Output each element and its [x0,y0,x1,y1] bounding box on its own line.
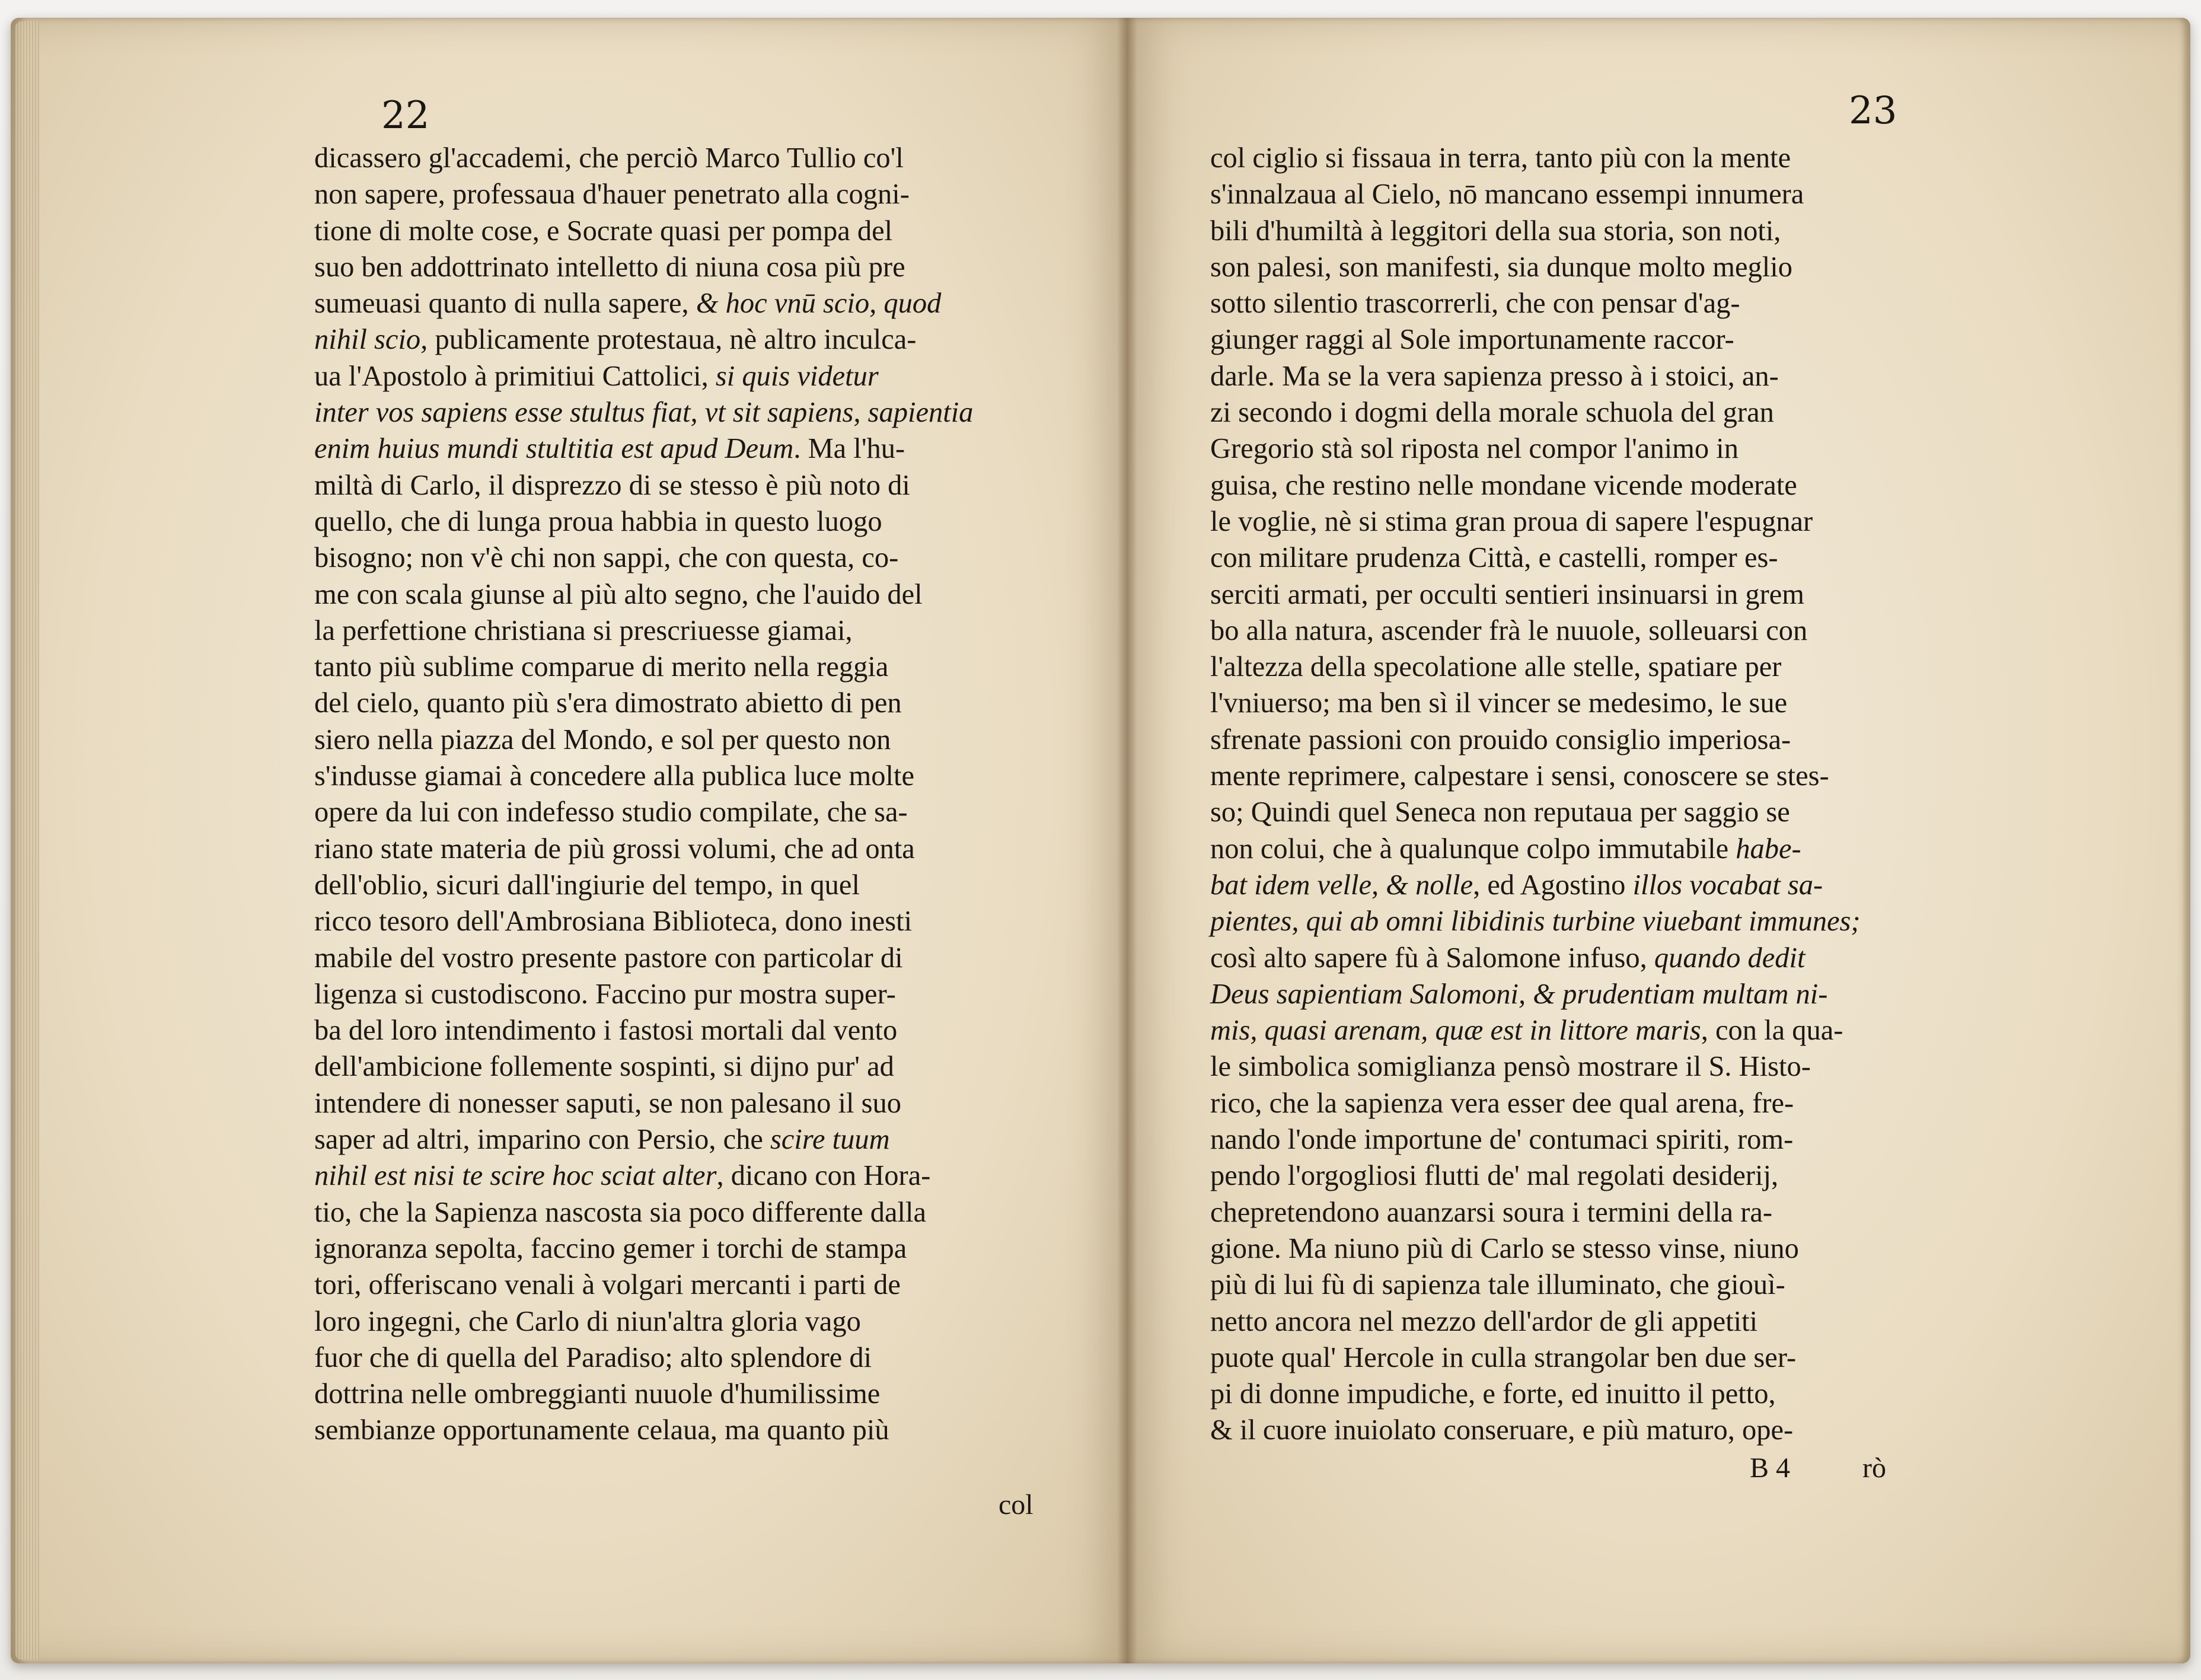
text-segment: bo alla natura, ascender frà le nuuole, solleuarsi con [1210,614,1808,646]
text-line [314,285,1085,321]
text-line [1210,576,2117,613]
text-line [314,1340,1085,1376]
text-line [314,613,1085,649]
text-line [314,1230,1085,1267]
text-line [1210,940,2117,976]
text-segment: ignoranza sepolta, faccino gemer i torchi de stampa [314,1232,907,1264]
latin-quote: nihil est nisi te scire hoc sciat alter [314,1160,717,1192]
latin-quote: illos vocabat sa- [1632,869,1823,901]
latin-quote: habe- [1736,833,1801,865]
text-segment: chepretendono auanzarsi soura i termini della ra- [1210,1196,1773,1228]
text-segment: quello, che di lunga proua habbia in questo luogo [314,505,882,537]
open-book [11,18,2190,1663]
text-line [1210,1194,2117,1230]
left-page [11,18,1127,1663]
text-segment: dell'ambicione follemente sospinti, si dijno pur' ad [314,1051,894,1083]
text-segment: ricco tesoro dell'Ambrosiana Biblioteca, dono inesti [314,906,913,938]
text-segment: sfrenate passioni con prouido consiglio imperiosa- [1210,723,1791,755]
text-line [314,1412,1085,1448]
text-line [314,940,1085,976]
text-line [314,1085,1085,1121]
text-segment: dottrina nelle ombreggianti nuuole d'humilissime [314,1378,881,1410]
latin-quote: quando dedit [1654,942,1806,974]
text-line [1210,467,2117,503]
text-segment: opere da lui con indefesso studio compilate, che sa- [314,796,908,828]
text-line [314,540,1085,576]
text-segment: loro ingegni, che Carlo di niun'altra gloria vago [314,1305,861,1337]
text-line [1210,176,2117,212]
text-segment: rico, che la sapienza vera esser dee qual arena, fre- [1210,1087,1794,1119]
latin-quote: scire tuum [770,1124,890,1156]
text-segment: riano state materia de più grossi volumi, che ad onta [314,833,915,865]
text-segment: sotto silentio trascorrerli, che con pensar d'ag- [1210,288,1740,320]
text-segment: gione. Ma niuno più di Carlo se stesso vinse, niuno [1210,1232,1799,1264]
text-segment: tori, offeriscano venali à volgari mercanti i parti de [314,1269,901,1301]
text-line [1210,831,2117,867]
text-line [1210,1121,2117,1158]
text-segment: siero nella piazza del Mondo, e sol per questo non [314,723,891,755]
text-line [1210,1303,2117,1340]
page-number-right: 23 [1849,89,1897,133]
text-segment: guisa, che restino nelle mondane vicende moderate [1210,469,1797,501]
text-line [1210,321,2117,358]
text-line [314,576,1085,613]
text-segment: col ciglio si fissaua in terra, tanto più con la mente [1210,142,1791,174]
book-gutter [1117,18,1137,1663]
page-number-left: 22 [381,94,430,138]
text-line [314,867,1085,903]
left-page-text [314,140,1085,1449]
text-line [314,503,1085,540]
text-line [314,758,1085,794]
text-segment: bisogno; non v'è chi non sappi, che con questa, co- [314,542,899,574]
text-segment: ba del loro intendimento i fastosi mortali dal vento [314,1015,898,1047]
text-line [1210,794,2117,830]
text-line [1210,431,2117,467]
text-segment: fuor che di quella del Paradiso; alto splendore di [314,1341,872,1373]
text-line [314,1158,1085,1194]
text-line [1210,758,2117,794]
text-segment: del cielo, quanto più s'era dimostrato abietto di pen [314,687,902,719]
latin-quote: enim huius mundi stultitia est apud Deum [314,433,794,465]
text-line [1210,685,2117,721]
text-segment: tanto più sublime comparue di merito nella reggia [314,651,889,683]
text-segment: bili d'humiltà à leggitori della sua storia, son noti, [1210,215,1781,247]
text-segment: so; Quindi quel Seneca non reputaua per saggio se [1210,796,1790,828]
latin-quote: bat idem velle, & nolle [1210,869,1473,901]
text-segment: pendo l'orgogliosi flutti de' mal regolati desiderij, [1210,1160,1779,1192]
text-segment: , con la qua- [1701,1015,1843,1047]
text-segment: saper ad altri, imparino con Persio, che [314,1124,771,1156]
text-segment: suo ben addottrinato intelletto di niuna cosa più pre [314,251,905,283]
text-segment: sembianze opportunamente celaua, ma quanto più [314,1414,889,1446]
right-page-text [1210,140,2117,1449]
text-segment: le voglie, nè si stima gran proua di sapere l'espugnar [1210,505,1813,537]
text-line [314,685,1085,721]
catchword-right: rò [1862,1452,1886,1484]
text-segment: puote qual' Hercole in culla strangolar ben due ser- [1210,1341,1797,1373]
text-line [314,431,1085,467]
text-segment: con militare prudenza Città, e castelli, romper es- [1210,542,1778,574]
text-segment: così alto sapere fù à Salomone infuso, [1210,942,1654,974]
latin-quote: & hoc vnū scio, quod [696,288,942,320]
text-line [1210,394,2117,431]
text-line [314,649,1085,685]
text-segment: , ed Agostino [1473,869,1633,901]
text-line [1210,867,2117,903]
text-line [1210,903,2117,939]
text-line [314,1012,1085,1048]
text-line [1210,285,2117,321]
text-line [1210,722,2117,758]
text-segment: l'vniuerso; ma ben sì il vincer se medesimo, le sue [1210,687,1788,719]
latin-quote: pientes, qui ab omni libidinis turbine viuebant immunes; [1210,906,1861,938]
text-line [1210,1012,2117,1048]
text-line [1210,503,2117,540]
text-segment: la perfettione christiana si prescriuesse giamai, [314,614,853,646]
text-line [1210,213,2117,249]
text-line [1210,1267,2117,1303]
text-segment: s'indusse giamai à concedere alla publica luce molte [314,760,915,792]
text-segment: s'innalzaua al Cielo, nō mancano essempi innumera [1210,178,1804,211]
text-segment: dell'oblio, sicuri dall'ingiurie del tempo, in quel [314,869,860,901]
text-line [1210,649,2117,685]
text-line [314,321,1085,358]
text-segment: Gregorio stà sol riposta nel compor l'animo in [1210,433,1739,465]
text-segment: mente reprimere, calpestare i sensi, conoscere se stes- [1210,760,1829,792]
text-segment: sumeuasi quanto di nulla sapere, [314,288,696,320]
text-line [314,176,1085,212]
text-segment: tio, che la Sapienza nascosta sia poco differente dalla [314,1196,926,1228]
text-line [314,1303,1085,1340]
text-segment: intendere di nonesser saputi, se non palesano il suo [314,1087,901,1119]
text-segment: serciti armati, per occulti sentieri insinuarsi in grem [1210,578,1805,610]
text-segment: giunger raggi al Sole importunamente raccor- [1210,324,1734,356]
text-line [314,831,1085,867]
text-segment: mabile del vostro presente pastore con particolar di [314,942,903,974]
text-line [314,394,1085,431]
page-edges [15,21,39,1660]
text-line [314,249,1085,285]
text-segment: ligenza si custodiscono. Faccino pur mostra super- [314,978,896,1010]
text-line [1210,1340,2117,1376]
text-segment: tione di molte cose, e Socrate quasi per pompa del [314,215,893,247]
latin-quote: mis, quasi arenam, quæ est in littore maris [1210,1015,1701,1047]
text-segment: . Ma l'hu- [793,433,905,465]
text-segment: darle. Ma se la vera sapienza presso à i stoici, an- [1210,360,1779,392]
text-line [314,358,1085,394]
text-segment: dicassero gl'accademi, che perciò Marco Tullio co'l [314,142,904,174]
catchword-left: col [999,1489,1033,1520]
text-line [1210,613,2117,649]
text-segment: publicamente protestaua, nè altro inculca- [428,324,917,356]
latin-quote: si quis videtur [715,360,879,392]
text-line [1210,1158,2117,1194]
text-segment: , dicano con Hora- [716,1160,931,1192]
text-line [1210,140,2117,176]
latin-quote: inter vos sapiens esse stultus fiat, vt sit sapiens, sapientia [314,397,974,429]
text-segment: nando l'onde importune de' contumaci spiriti, rom- [1210,1124,1794,1156]
signature-mark: B 4 [1750,1452,1791,1484]
text-line [314,1376,1085,1412]
text-line [314,140,1085,176]
text-line [314,976,1085,1012]
text-segment: non colui, che à qualunque colpo immutabile [1210,833,1736,865]
text-line [314,1048,1085,1085]
text-line [1210,540,2117,576]
text-line [314,903,1085,939]
text-line [1210,1048,2117,1085]
text-line [314,794,1085,830]
text-segment: le simbolica somiglianza pensò mostrare il S. Histo- [1210,1051,1811,1083]
text-line [314,1194,1085,1230]
text-line [314,1267,1085,1303]
text-segment: netto ancora nel mezzo dell'ardor de gli appetiti [1210,1305,1758,1337]
latin-quote: nihil scio, [314,324,428,356]
text-line [314,467,1085,503]
text-segment: zi secondo i dogmi della morale schuola del gran [1210,397,1774,429]
text-line [1210,358,2117,394]
text-segment: & il cuore inuiolato conseruare, e più maturo, ope- [1210,1414,1794,1446]
text-segment: non sapere, professaua d'hauer penetrato alla cogni- [314,178,910,211]
text-line [1210,1412,2117,1448]
text-line [1210,1230,2117,1267]
right-page [1127,18,2190,1663]
text-line [1210,1376,2117,1412]
text-line [1210,1085,2117,1121]
text-line [314,1121,1085,1158]
text-segment: me con scala giunse al più alto segno, che l'auido del [314,578,923,610]
text-segment: son palesi, son manifesti, sia dunque molto meglio [1210,251,1793,283]
text-segment: più di lui fù di sapienza tale illuminato, che giouì- [1210,1269,1785,1301]
text-segment: l'altezza della specolatione alle stelle, spatiare per [1210,651,1782,683]
text-line [314,722,1085,758]
text-segment: miltà di Carlo, il disprezzo di se stesso è più noto di [314,469,910,501]
text-line [314,213,1085,249]
text-line [1210,976,2117,1012]
text-segment: pi di donne impudiche, e forte, ed inuitto il petto, [1210,1378,1776,1410]
latin-quote: Deus sapientiam Salomoni, & prudentiam multam ni- [1210,978,1828,1010]
text-segment: ua l'Apostolo à primitiui Cattolici, [314,360,716,392]
text-line [1210,249,2117,285]
